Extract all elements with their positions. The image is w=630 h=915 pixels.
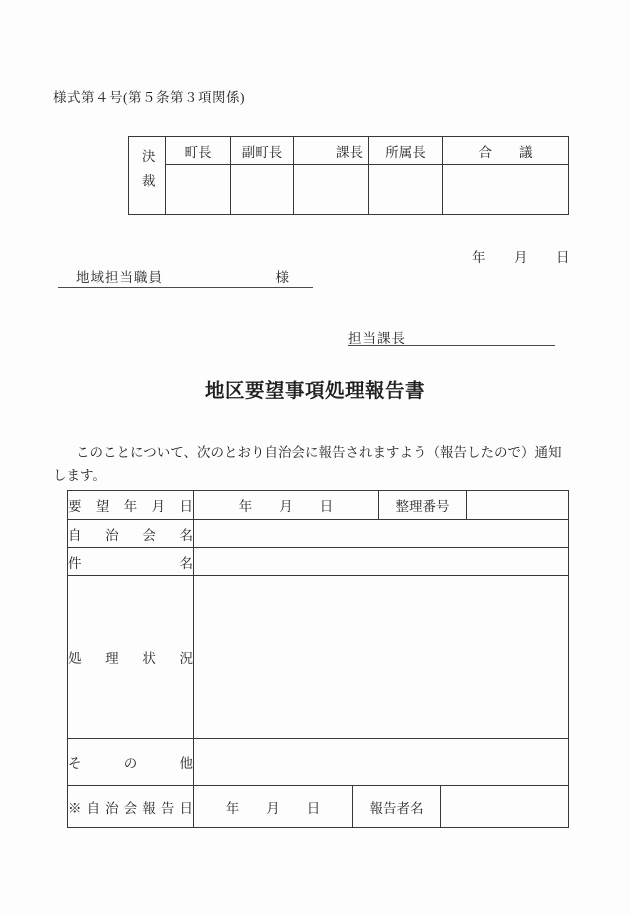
association-name-label: 自 治 会 名 [68, 520, 194, 548]
association-report-date-label: ※ 自 治 会 報 告 日 [68, 786, 194, 828]
ref-number-value-cell [467, 491, 569, 520]
approval-stamp-cell-section-chief [294, 165, 369, 215]
other-label: そ の 他 [68, 739, 194, 786]
approval-header-deputy-mayor: 副町長 [231, 137, 294, 165]
association-name-value-cell [194, 520, 569, 548]
approval-corner-label-cell [129, 137, 166, 215]
approval-header-department-head: 所属長 [369, 137, 443, 165]
form-number: 様式第４号(第５条第３項関係) [53, 90, 245, 105]
body-line-2: します。 [53, 468, 106, 483]
reporter-name-value-cell [441, 786, 569, 828]
issue-date-line: 年 月 日 [472, 250, 570, 265]
approval-corner-label: 決裁 [139, 149, 155, 198]
approval-stamp-cell-mayor [166, 165, 231, 215]
approval-stamp-cell-deputy-mayor [231, 165, 294, 215]
manager-label: 担当課長 [348, 331, 406, 346]
manager-signature-line [348, 327, 555, 346]
report-detail-table [67, 490, 569, 828]
approval-stamp-cell-department-head [369, 165, 443, 215]
approval-stamp-cell-joint-consultation [443, 165, 569, 215]
recipient-name: 地域担当職員 [76, 270, 163, 285]
processing-status-label: 処 理 状 況 [68, 576, 194, 739]
request-date-value: 年 月 日 [194, 491, 379, 520]
reporter-name-label: 報告者名 [353, 786, 441, 828]
recipient-line [58, 269, 313, 288]
subject-value-cell [194, 548, 569, 576]
processing-status-value-cell [194, 576, 569, 739]
ref-number-label: 整理番号 [379, 491, 467, 520]
approval-header-mayor: 町長 [166, 137, 231, 165]
recipient-honorific: 様 [275, 270, 290, 285]
approval-header-joint-consultation: 合 議 [443, 137, 569, 165]
document-title: 地区要望事項処理報告書 [204, 381, 425, 402]
association-report-date-value: 年 月 日 [194, 786, 353, 828]
body-paragraph [53, 441, 583, 487]
body-line-1: このことについて、次のとおり自治会に報告されますよう（報告したので）通知 [76, 445, 562, 460]
subject-label: 件 名 [68, 548, 194, 576]
approval-stamp-table [128, 136, 569, 215]
approval-header-section-chief: 課長 [294, 137, 369, 165]
other-value-cell [194, 739, 569, 786]
request-date-label: 要 望 年 月 日 [68, 491, 194, 520]
